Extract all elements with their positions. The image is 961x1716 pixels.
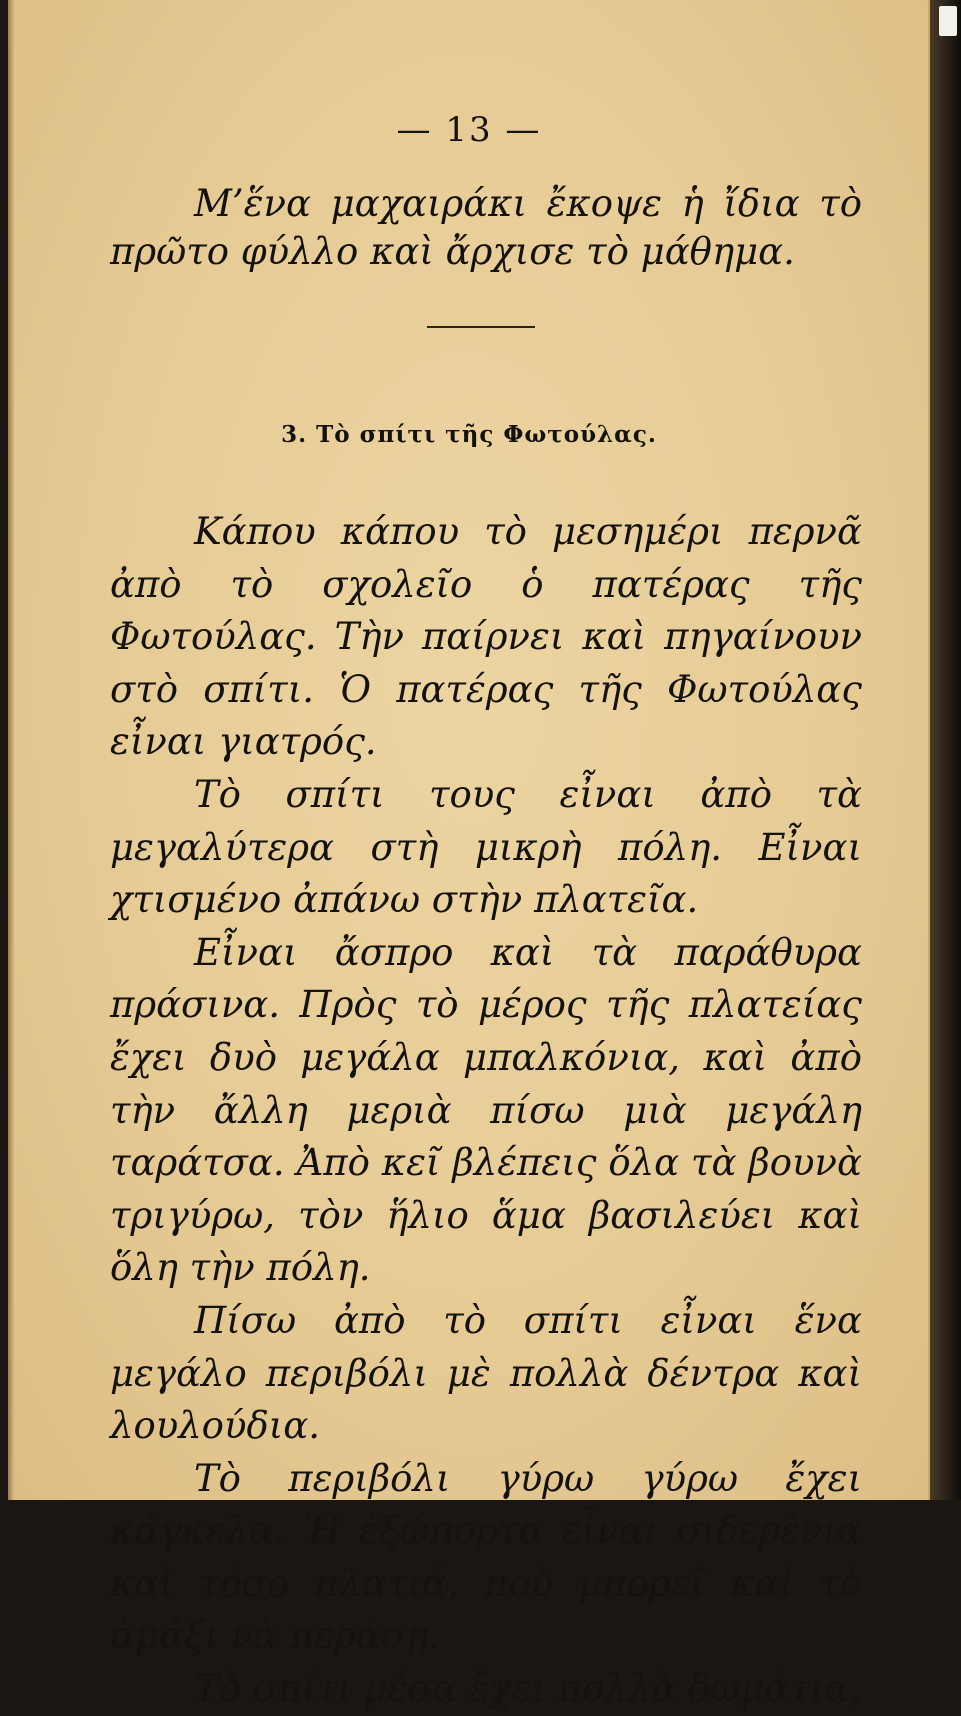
section-divider xyxy=(427,326,535,328)
section-heading: 3. Τὸ σπίτι τῆς Φωτούλας. xyxy=(281,421,657,448)
paragraph: Πίσω ἀπὸ τὸ σπίτι εἶναι ἕνα μεγάλο περιβόλι μὲ πολλὰ δέντρα καὶ λουλούδια. xyxy=(110,1298,862,1448)
paragraph: Τὸ περιβόλι γύρω γύρω ἔχει κάγκελα. Ἡ ἐξώπορτα εἶναι σιδερένια καὶ τόσο πλατιά, ποὺ μπορεῖ καὶ τὸ ἁμάξι νὰ περάσῃ. xyxy=(110,1456,862,1658)
page-gutter xyxy=(8,0,14,1500)
paragraph: Εἶναι ἄσπρο καὶ τὰ παράθυρα πράσινα. Πρὸς τὸ μέρος τῆς πλατείας ἔχει δυὸ μεγάλα μπαλκόνια, καὶ ἀπὸ τὴν ἄλλη μεριὰ πίσω μιὰ μεγάλη ταράτσα. Ἀπὸ κεῖ βλέπεις ὅλα τὰ βουνὰ τριγύρω, τὸν ἥλιο ἅμα βασιλεύει καὶ ὅλη τὴν πόλη. xyxy=(110,930,862,1290)
book-page xyxy=(8,0,930,1711)
paragraph: Τὸ σπίτι μέσα ἔχει πολλὰ δωμάτια, xyxy=(194,1667,862,1711)
page-number: — 13 — xyxy=(396,110,542,150)
scan-edge xyxy=(930,0,961,1500)
intro-text-block xyxy=(110,180,862,276)
main-text-block xyxy=(110,506,862,1716)
paragraph: Τὸ σπίτι τους εἶναι ἀπὸ τὰ μεγαλύτερα στὴ μικρὴ πόλη. Εἶναι χτισμένο ἀπάνω στὴν πλατεῖα. xyxy=(110,772,862,922)
intro-paragraph: Μ’ἕνα μαχαιράκι ἔκοψε ἡ ἴδια τὸ πρῶτο φύλλο καὶ ἄρχισε τὸ μάθημα. xyxy=(110,182,862,273)
paragraph: Κάπου κάπου τὸ μεσημέρι περνᾶ ἀπὸ τὸ σχολεῖο ὁ πατέρας τῆς Φωτούλας. Τὴν παίρνει καὶ πηγαίνουν στὸ σπίτι. Ὁ πατέρας τῆς Φωτούλας εἶναι γιατρός. xyxy=(110,510,862,764)
corner-tab xyxy=(939,6,957,36)
